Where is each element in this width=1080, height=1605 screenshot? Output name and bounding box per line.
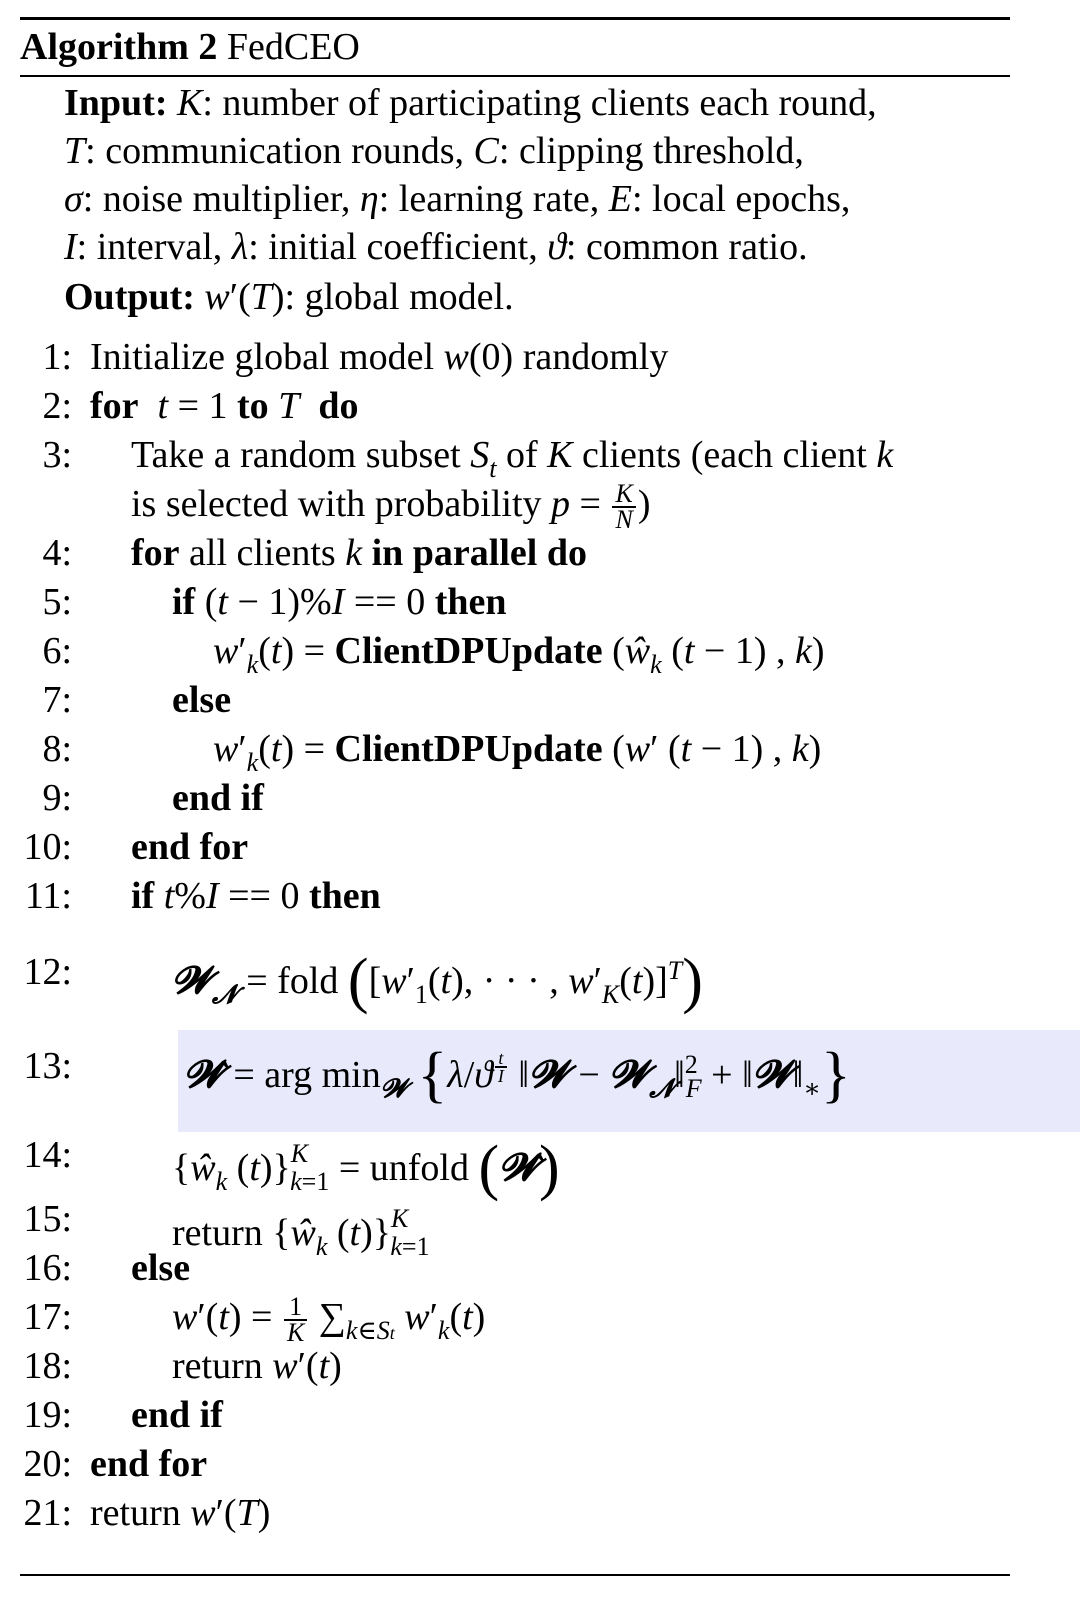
line-number: 14: — [23, 1134, 72, 1176]
algo-line-5: 5: if (t − 1)%I == 0 then — [0, 578, 1080, 628]
input-line-1: Input: K: number of participating clients each round, — [64, 82, 877, 124]
algo-line-12: 12: 𝓦$_𝓝$ = fold ([$w'_1(t)$, · · · , $w'_K(t)]^T$) — [0, 948, 1080, 998]
algo-line-2: 2: for t = 1 to T do — [0, 382, 1080, 432]
algo-line-9: 9: end if — [0, 774, 1080, 824]
input-line-4: I: interval, λ: initial coefficient, ϑ: common ratio. — [64, 226, 808, 268]
line-number: 19: — [23, 1394, 72, 1436]
algo-line-3-cont: is selected with probability p = $\frac{K}{N}$ ) — [131, 479, 651, 535]
input-line-3: σ: noise multiplier, η: learning rate, E: local epochs, — [64, 178, 851, 220]
line-number: 5: — [42, 581, 72, 623]
line-number: 15: — [23, 1198, 72, 1240]
input-line-2: T: communication rounds, C: clipping threshold, — [64, 130, 804, 172]
algo-line-8: 8: $w'_k(t)$ = ClientDPUpdate (w′ (t − 1) , k) — [0, 725, 1080, 775]
top-rule — [20, 17, 1010, 20]
line-number: 3: — [42, 434, 72, 476]
algo-line-19: 19: end if — [0, 1391, 1080, 1441]
line-number: 4: — [42, 532, 72, 574]
algo-line-6: 6: $w'_k(t)$ = ClientDPUpdate ($ŵ_k$ (t − 1) , k) — [0, 627, 1080, 677]
algo-line-21: 21: return w′(T) — [0, 1489, 1080, 1539]
algo-line-17: 17: w′(t) = $\frac{1}{K}$ $\sum_{k\in St}$ $w'_k(t)$ — [0, 1293, 1080, 1343]
algorithm-name: FedCEO — [226, 26, 360, 68]
algo-line-3: 3: Take a random subset $S_t$ of K clients (each client k — [0, 431, 1080, 481]
algo-line-7: 7: else — [0, 676, 1080, 726]
algo-line-15: 15: return {$ŵ_k$ (t)}$^K_{k=1}$ — [0, 1195, 1080, 1245]
line-number: 20: — [23, 1443, 72, 1485]
line-number: 7: — [42, 679, 72, 721]
output-label: Output: — [64, 276, 195, 318]
line-number: 17: — [23, 1296, 72, 1338]
algo-line-11: 11: if t%I == 0 then — [0, 872, 1080, 922]
algo-line-16: 16: else — [0, 1244, 1080, 1294]
algo-line-14: 14: {$ŵ_k$ (t)}$^K_{k=1}$ = unfold (𝓦̂) — [0, 1131, 1080, 1181]
line-number: 2: — [42, 385, 72, 427]
line-number: 13: — [23, 1045, 72, 1087]
algo-line-1: 1: Initialize global model w(0) randomly — [0, 333, 1080, 383]
line-number: 16: — [23, 1247, 72, 1289]
title-rule — [20, 75, 1010, 77]
bottom-rule — [20, 1574, 1010, 1576]
algo-line-13: 13: 𝓦̂ = arg $\min_𝓦 \{\lambda/ϑ$ $^{\frac{t}{I}}$ ‖𝓦 − 𝓦$_𝓝$‖$^2_F$ + $‖𝓦‖_∗$} — [0, 1042, 1080, 1092]
algo-line-10: 10: end for — [0, 823, 1080, 873]
line-number: 8: — [42, 728, 72, 770]
line-number: 12: — [23, 951, 72, 993]
algo-line-4: 4: for all clients k in parallel do — [0, 529, 1080, 579]
algo-line-20: 20: end for — [0, 1440, 1080, 1490]
algorithm-label: Algorithm 2 — [20, 26, 218, 68]
input-label: Input: — [64, 82, 168, 124]
line-number: 21: — [23, 1492, 72, 1534]
line-number: 9: — [42, 777, 72, 819]
line-number: 6: — [42, 630, 72, 672]
algo-line-18: 18: return w′(t) — [0, 1342, 1080, 1392]
line-number: 1: — [42, 336, 72, 378]
line-number: 10: — [23, 826, 72, 868]
line-number: 11: — [24, 875, 72, 917]
line-number: 18: — [23, 1345, 72, 1387]
algorithm-title — [20, 23, 360, 71]
output-line: Output: w′(T): global model. — [64, 276, 514, 318]
